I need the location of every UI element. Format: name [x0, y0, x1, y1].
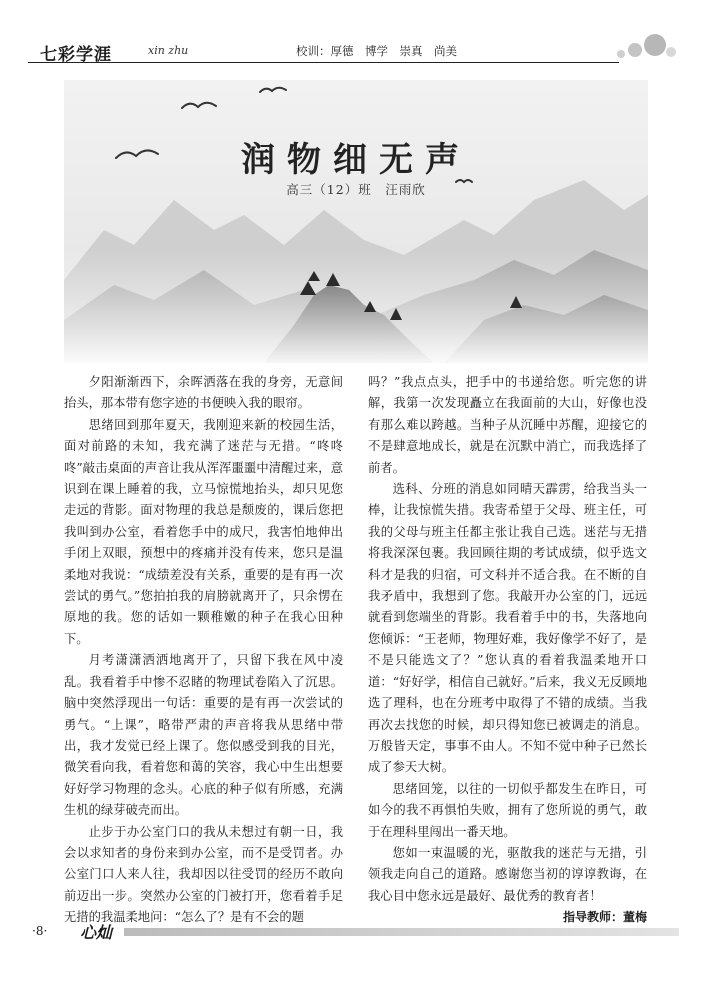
column-pinyin: xin zhu — [148, 44, 189, 57]
mountain-landscape-image — [64, 80, 648, 363]
column-brand: 七彩学涯 — [40, 45, 112, 65]
paragraph: 选科、分班的消息如同晴天霹雳，给我当头一棒，让我惊慌失措。我寄希望于父母、班主任，可我的父母与班主任都主张让我自己选。迷茫与无措将我深深包裹。我回顾往期的考试成绩，似乎选文科才是我的归宿，可文科并不适合我。在不断的自我矛盾中，我想到了您。我敲开办公室的门，远远就看到您端坐的背影。我看着手中的书，失落地向您倾诉：“王老师，物理好难，我好像学不好了，是不是只能选文了？”您认真的看着我温柔地开口道：“好好学，相信自己就好。”后来，我义无反顾地选了理科，也在分班考中取得了不错的成绩。当我再次去找您的时候，却只得知您已被调走的消息。万般皆天定，事事不由人。不知不觉中种子已然长成了参天大树。 — [368, 482, 647, 775]
paragraph: 思绪回到那年夏天，我刚迎来新的校园生活，面对前路的未知，我充满了迷茫与无措。“咚咚咚”敲击桌面的声音让我从浑浑噩噩中清醒过来，意识到在课上睡着的我，立马惊慌地抬头，却只见您走远的背影。面对物理的我总是颓废的，课后您把我叫到办公室，看着您手中的成尺，我害怕地伸出手闭上双眼，预想中的疼痛并没有传来，您只是温柔地对我说：“成绩差没有关系，重要的是有再一次尝试的勇气。”您拍拍我的肩膀就离开了，只余愣在原地的我。您的话如一颗稚嫩的种子在我心田种下。 — [64, 417, 343, 646]
header-rule — [28, 62, 619, 63]
ink-landscape-illustration — [64, 80, 648, 363]
paragraph: 您如一束温暖的光，驱散我的迷茫与无措，引领我走向自己的道路。感谢您当初的谆谆教诲，在我心目中您永远是最好、最优秀的教育者！ — [368, 845, 647, 903]
decorative-circles-icon — [599, 30, 679, 66]
paragraph: 月考潇潇洒洒地离开了，只留下我在风中凌乱。我看着手中惨不忍睹的物理试卷陷入了沉思。脑中突然浮现出一句话：重要的是有再一次尝试的勇气。“上课”，略带严肃的声音将我从思绪中带出，我才发觉已经上课了。您似感受到我的目光，微笑看向我，看着您和蔼的笑容，我心中生出想要好好学习物理的念头。心底的种子似有所感，充满生机的绿芽破壳而出。 — [64, 653, 343, 818]
page-header — [28, 30, 679, 70]
school-motto: 校训：厚德 博学 崇真 尚美 — [296, 44, 457, 58]
article-title: 润物细无声 — [241, 140, 471, 180]
article-right-column — [368, 372, 647, 929]
article-left-column — [64, 372, 343, 929]
page-number: ·8· — [32, 924, 48, 938]
mentor-credit: 指导教师：董梅 — [562, 910, 647, 925]
paragraph: 止步于办公室门口的我从未想过有朝一日，我会以求知者的身份来到办公室，而不是受罚者。办公室门口人来人往，我却因以往受罚的经历不敢向前迈出一步。突然办公室的门被打开，您看着手足无措的我温柔地问：“怎么了？是有不会的题 — [64, 824, 343, 925]
article-author: 高三（12）班 汪雨欣 — [286, 182, 426, 197]
magazine-title: 心灿 — [80, 923, 113, 942]
page-footer — [28, 922, 679, 944]
footer-bar — [124, 928, 679, 936]
paragraph-continuation: 吗？”我点点头，把手中的书递给您。听完您的讲解，我第一次发现矗立在我面前的大山，好像也没有那么难以跨越。当种子从沉睡中苏醒，迎接它的不是肆意地成长，就是在沉默中消亡，而我选择了前者。 — [368, 375, 647, 475]
paragraph: 夕阳渐渐西下，余晖洒落在我的身旁，无意间抬头，那本带有您字迹的书便映入我的眼帘。 — [64, 375, 343, 411]
paragraph: 思绪回笼，以往的一切似乎都发生在昨日，可如今的我不再惧怕失败，拥有了您所说的勇气，敢于在理科里闯出一番天地。 — [368, 781, 647, 839]
